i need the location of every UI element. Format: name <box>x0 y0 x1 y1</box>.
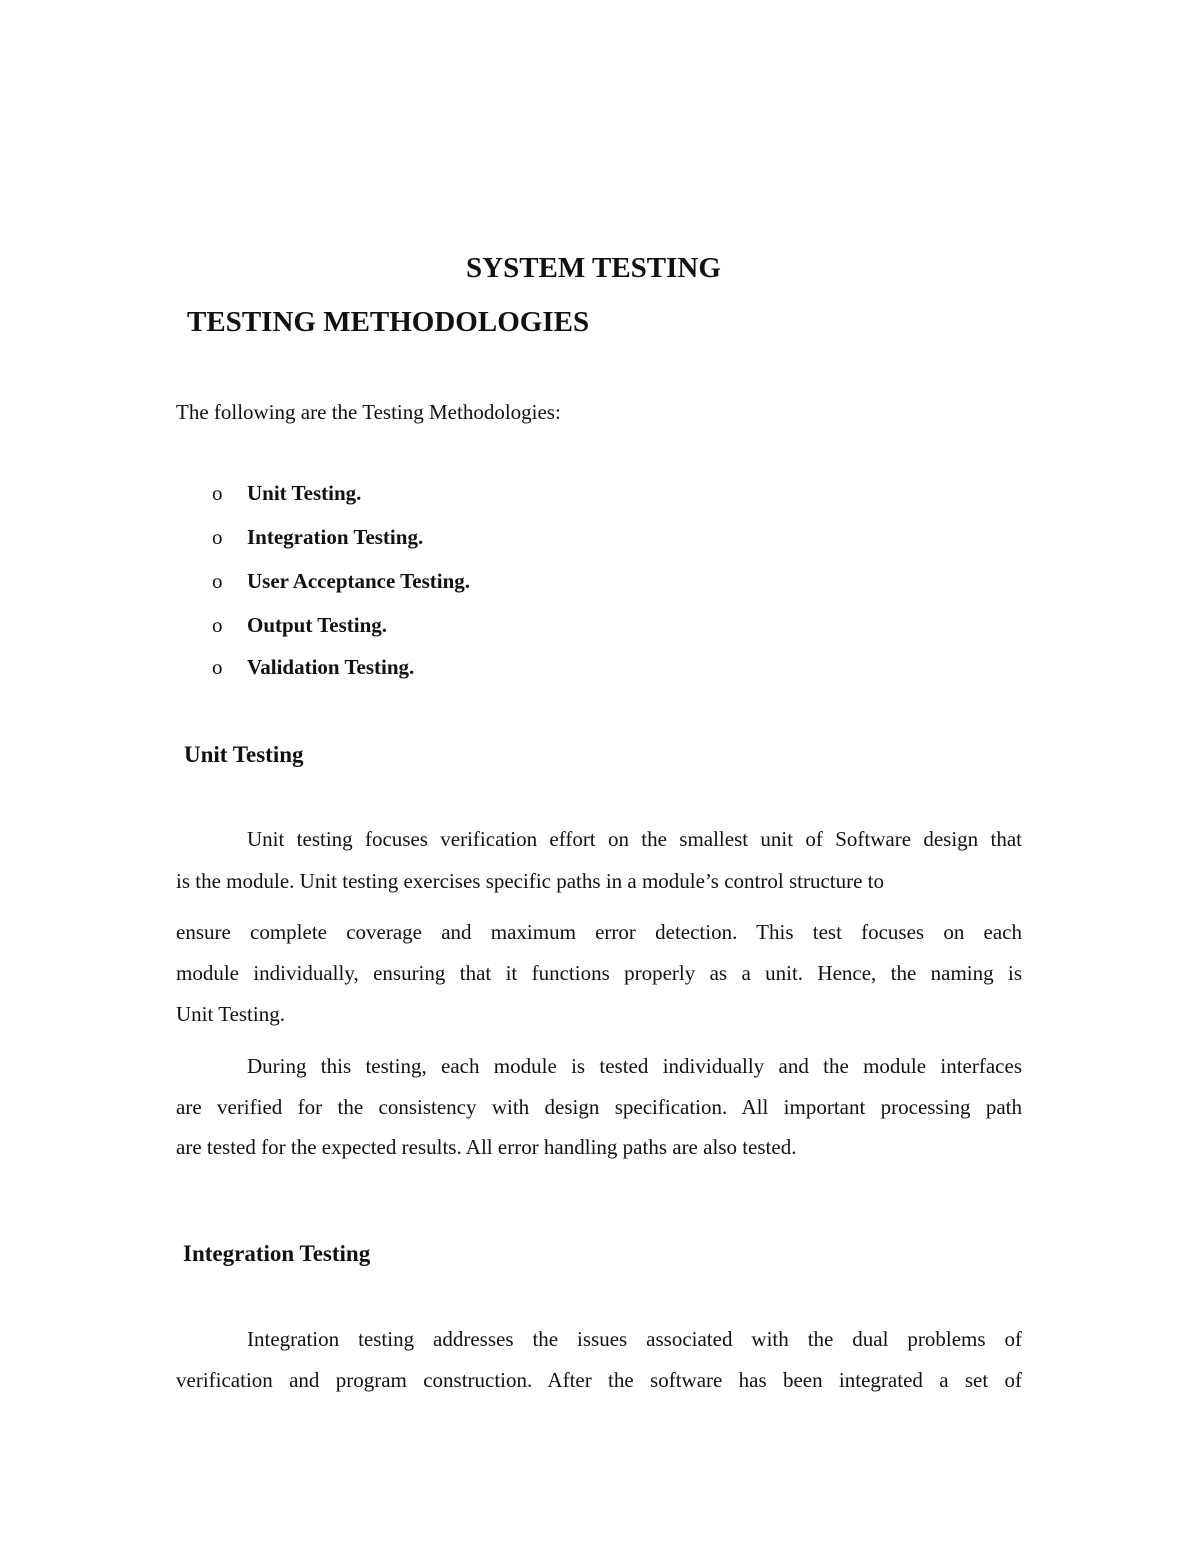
paragraph-line: ensure complete coverage and maximum error detection. This test focuses on each <box>176 920 1022 944</box>
paragraph-line: Unit Testing. <box>176 1002 285 1026</box>
bullet-marker: o <box>212 613 223 637</box>
intro-text: The following are the Testing Methodologies: <box>176 400 561 424</box>
bullet-marker: o <box>212 525 223 549</box>
integration-testing-heading: Integration Testing <box>183 1241 371 1266</box>
list-item-label: Output Testing. <box>247 613 388 637</box>
bullet-marker: o <box>212 481 223 505</box>
paragraph-line: Unit testing focuses verification effort on the smallest unit of Software design that <box>247 827 1022 851</box>
list-item-label: User Acceptance Testing. <box>247 569 471 593</box>
unit-testing-heading: Unit Testing <box>184 742 304 767</box>
list-item-label: Unit Testing. <box>247 481 362 505</box>
section-title: TESTING METHODOLOGIES <box>187 306 590 338</box>
paragraph-line: module individually, ensuring that it functions properly as a unit. Hence, the naming is <box>176 961 1022 985</box>
bullet-marker: o <box>212 655 223 679</box>
list-item-label: Validation Testing. <box>247 655 415 679</box>
paragraph-line: are tested for the expected results. All error handling paths are also tested. <box>176 1135 797 1159</box>
bullet-marker: o <box>212 569 223 593</box>
paragraph-line: is the module. Unit testing exercises specific paths in a module’s control structure to <box>176 869 885 893</box>
paragraph-line: Integration testing addresses the issues associated with the dual problems of <box>247 1327 1022 1351</box>
paragraph-line: verification and program construction. After the software has been integrated a set of <box>176 1368 1022 1392</box>
page-title: SYSTEM TESTING <box>466 252 721 284</box>
paragraph-line: are verified for the consistency with design specification. All important processing path <box>176 1095 1022 1119</box>
list-item-label: Integration Testing. <box>247 525 424 549</box>
paragraph-line: During this testing, each module is tested individually and the module interfaces <box>247 1054 1022 1078</box>
